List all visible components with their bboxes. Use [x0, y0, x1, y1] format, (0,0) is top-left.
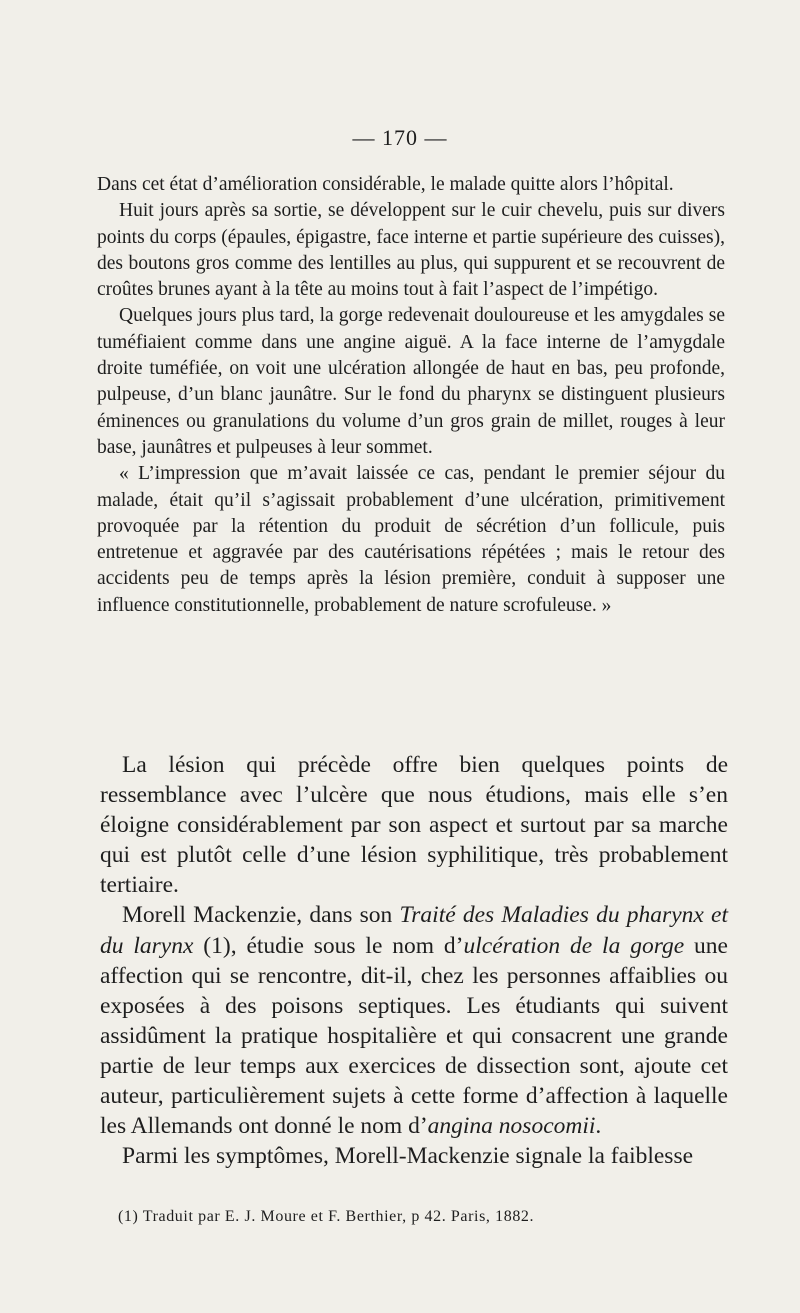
paragraph: Huit jours après sa sortie, se développent sur le cuir chevelu, puis sur divers points du corps (épaules, épigastre, face interne et partie supérieure des cuisses), des boutons gros comme des lentilles au plus, qui suppurent et se recouvrent de croûtes brunes ayant à la tête au moins tout à fait l’aspect de l’impétigo. — [97, 200, 725, 301]
paragraph: Quelques jours plus tard, la gorge redevenait douloureuse et les amygdales se tuméfiaient comme dans une angine aiguë. A la face interne de l’amygdale droite tuméfiée, on voit une ulcération allongée de haut en bas, peu profonde, pulpeuse, d’un blanc jaunâtre. Sur le fond du pharynx se distinguent plusieurs éminences ou granulations du volume d’un gros grain de millet, rouges à leur base, jaunâtres et pulpeuses à leur sommet. — [97, 305, 725, 458]
paragraph: La lésion qui précède offre bien quelques points de ressemblance avec l’ulcère que nous étudions, mais elle s’en éloigne considérablement par son aspect et surtout par sa marche qui est plutôt celle d’une lésion syphilitique, très probablement tertiaire. — [100, 752, 728, 899]
main-text-section — [100, 750, 728, 1171]
paragraph — [100, 900, 728, 1141]
text-run: . — [595, 1113, 602, 1140]
latin-term: angina nosocomii — [427, 1113, 596, 1140]
quoted-case-section — [97, 172, 725, 619]
disease-term: ulcération de la gorge — [463, 932, 685, 959]
paragraph: Parmi les symptômes, Morell-Mackenzie signale la faiblesse — [122, 1143, 694, 1170]
book-title: Traité des Maladies du pharynx et du larynx — [100, 902, 728, 959]
text-run: Morell Mackenzie, dans son — [122, 902, 400, 929]
text-run: (1), étudie sous le nom d’ — [193, 932, 464, 959]
footnote: (1) Traduit par E. J. Moure et F. Berthier, p 42. Paris, 1882. — [118, 1208, 535, 1225]
paragraph: « L’impression que m’avait laissée ce cas, pendant le premier séjour du malade, était qu’il s’agissait probablement d’une ulcération, primitivement provoquée par la rétention du produit de sécrétion d’un follicule, puis entretenue et aggravée par des cautérisations répétées ; mais le retour des accidents peu de temps après la lésion première, conduit à supposer une influence constitutionnelle, probablement de nature scrofuleuse. » — [97, 463, 725, 616]
text-run: une affection qui se rencontre, dit-il, chez les personnes affaiblies ou exposées à des poisons septiques. Les étudiants qui suivent assidûment la pratique hospitalière et qui consacrent une grande partie de leur temps aux exercices de dissection sont, ajoute cet auteur, particulièrement sujets à cette forme d’affection à laquelle les Allemands ont donné le nom d’ — [100, 932, 728, 1140]
paragraph: Dans cet état d’amélioration considérable, le malade quitte alors l’hôpital. — [97, 174, 674, 195]
page-number: — 170 — — [352, 125, 448, 150]
